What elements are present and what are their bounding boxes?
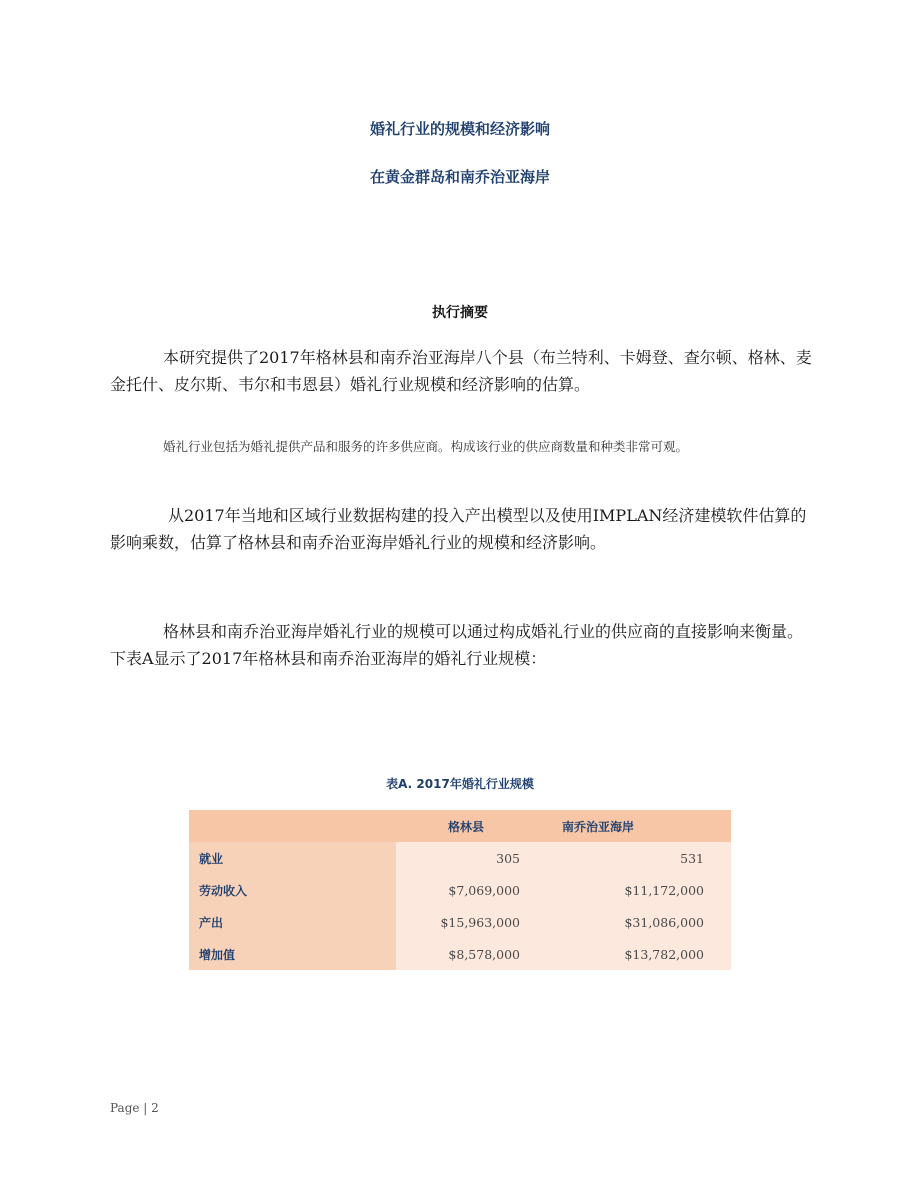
executive-summary-heading: 执行摘要	[432, 305, 488, 321]
table-caption: 表A. 2017年婚礼行业规模	[386, 777, 534, 791]
cell-value: $13,782,000	[546, 938, 731, 970]
document-title-line-2: 在黄金群岛和南乔治亚海岸	[369, 168, 550, 186]
table-row	[189, 842, 731, 874]
table-header-blank	[189, 810, 396, 842]
document-title-line-1: 婚礼行业的规模和经济影响	[369, 120, 550, 138]
cell-value: $8,578,000	[396, 938, 546, 970]
table-row	[189, 938, 731, 970]
cell-value: 305	[396, 842, 546, 874]
cell-value: $31,086,000	[546, 906, 731, 938]
page-number-footer: Page | 2	[110, 1101, 159, 1115]
table-row	[189, 874, 731, 906]
cell-value: $15,963,000	[396, 906, 546, 938]
wedding-industry-size-table	[189, 810, 731, 970]
row-label-output: 产出	[189, 906, 396, 938]
column-header-glynn: 格林县	[396, 810, 546, 842]
paragraph-methodology: 从2017年当地和区域行业数据构建的投入产出模型以及使用IMPLAN经济建模软件估算的影响乘数，估算了格林县和南乔治亚海岸婚礼行业的规模和经济影响。	[110, 506, 807, 552]
column-header-coastal-georgia: 南乔治亚海岸	[546, 810, 731, 842]
row-label-employment: 就业	[189, 842, 396, 874]
paragraph-study-scope: 本研究提供了2017年格林县和南乔治亚海岸八个县（布兰特利、卡姆登、查尔顿、格林、麦金托什、皮尔斯、韦尔和韦恩县）婚礼行业规模和经济影响的估算。	[110, 348, 812, 394]
cell-value: 531	[546, 842, 731, 874]
paragraph-table-intro: 格林县和南乔治亚海岸婚礼行业的规模可以通过构成婚礼行业的供应商的直接影响来衡量。下表A显示了2017年格林县和南乔治亚海岸的婚礼行业规模：	[110, 622, 804, 668]
row-label-value-added: 增加值	[189, 938, 396, 970]
table-row	[189, 906, 731, 938]
cell-value: $11,172,000	[546, 874, 731, 906]
cell-value: $7,069,000	[396, 874, 546, 906]
row-label-labor-income: 劳动收入	[189, 874, 396, 906]
paragraph-industry-definition: 婚礼行业包括为婚礼提供产品和服务的许多供应商。构成该行业的供应商数量和种类非常可观。	[163, 439, 689, 454]
table-header-row	[189, 810, 731, 842]
